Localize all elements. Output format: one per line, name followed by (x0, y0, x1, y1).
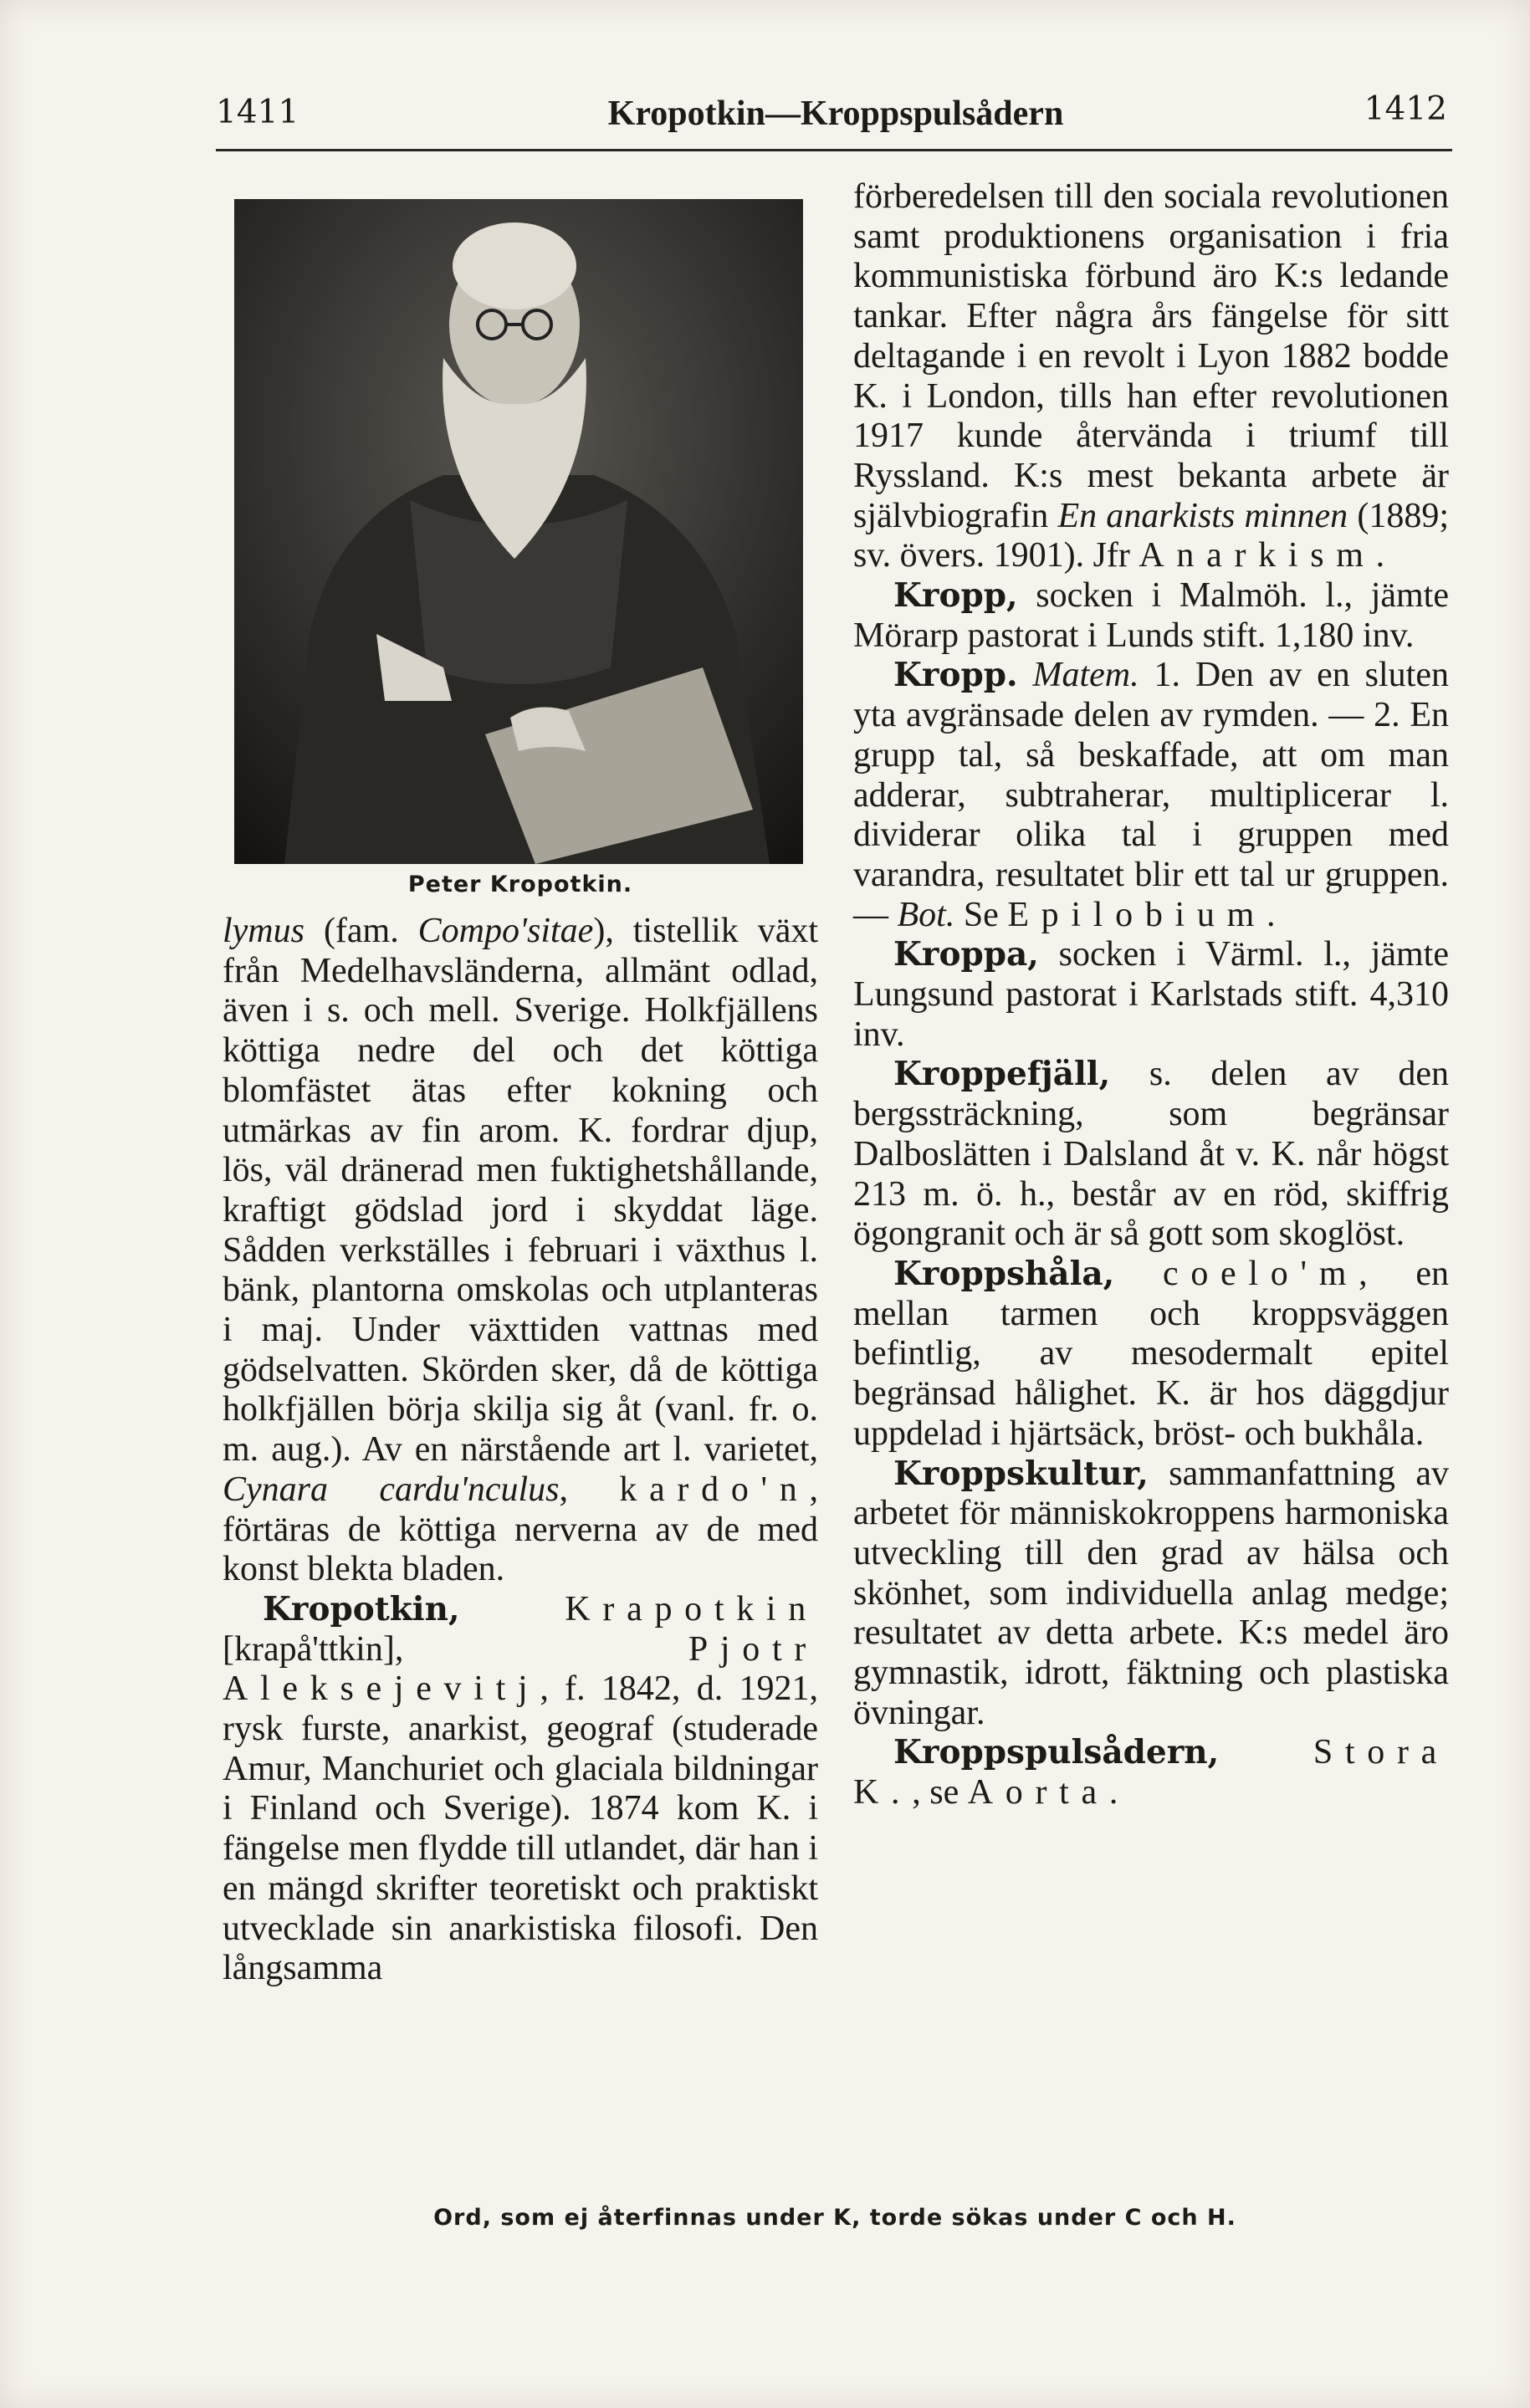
entry-kroppshala (853, 1255, 1449, 1455)
headword: Kroppskultur, (893, 1454, 1149, 1493)
species-name: Cynara cardu'nculus (223, 1470, 560, 1509)
headword: Kroppspulsådern, (893, 1733, 1220, 1772)
text: (1889; sv. övers. 1901). Jfr (853, 496, 1449, 575)
text: . (1108, 1773, 1118, 1812)
headword: Kroppa, (893, 935, 1039, 974)
text: , f. 1842, d. 1921, rysk furste, anarkist, geograf (studerade Amur, Manchuriet och glaciala bildningar i Finland och Sverige). 1874 kom K. i fängelse men flydde till utlandet, där han i en mängd skrifter teoretiskt och praktiskt utvecklade sin anarkistiska filosofi. Den långsamma (223, 1669, 818, 1988)
entry-kropp-math (853, 656, 1449, 935)
entry-kroppefjall (853, 1055, 1449, 1255)
entry-kropotkin-continuation (853, 177, 1449, 576)
headword: Kroppefjäll, (893, 1055, 1111, 1094)
text: 1. Den av en sluten yta avgränsade delen av rymden. — 2. En grupp tal, så beskaffade, att om man adderar, subtraherar, multiplicerar l. dividerar olika tal i gruppen med varandra, resultatet blir ett tal ur gruppen. — (853, 656, 1449, 934)
entry-kroppskultur (853, 1455, 1449, 1734)
text: . (1266, 895, 1276, 934)
spaced-term: Stora K. (853, 1733, 1449, 1812)
text: sammanfattning av arbetet för människokroppens harmoniska utveckling till den grad av hälsa och skönhet, som individuella anlag medge; resultatet av detta arbete. K:s medel äro gymnastik, idrott, fäktning och plastiska övningar. (853, 1454, 1449, 1732)
family-name: Compo'sitae (417, 912, 594, 950)
spaced-term: Pjotr Aleksejevitj (223, 1629, 818, 1709)
running-header (216, 84, 1456, 151)
text: socken i Värml. l., jämte Lungsund pastorat i Karlstads stift. 4,310 inv. (853, 935, 1449, 1054)
text: Se (954, 895, 1008, 934)
text: , en mellan tarmen och kroppsväggen befintlig, av mesodermalt epitel begränsad hålighet. K. är hos däggdjur uppdelad i hjärtsäck, bröst- och bukhåla. (853, 1254, 1449, 1453)
field-label: Bot. (897, 895, 955, 934)
entry-kroppspulsadern (853, 1733, 1449, 1812)
text: , se (912, 1773, 968, 1812)
entry-kroppa (853, 935, 1449, 1055)
portrait-photo (234, 199, 803, 864)
taxon-name: lymus (223, 912, 304, 950)
text: . (1375, 536, 1385, 575)
portrait-caption: Peter Kropotkin. (407, 872, 633, 897)
headword: Kropotkin, (263, 1589, 460, 1628)
text: ), tistellik växt från Medelhavsländerna, allmänt odlad, även i s. och mell. Sverige. Holkfjällens köttiga nedre del och det köttiga blomfästet ätas efter kokning och utmärkas av fin arom. K. fordrar djup, lös, väl dränerad men fuktighetshållande, kraftigt gödslad jord i skyddat läge. Sådden verkställes i februari i växthus l. bänk, plantorna omskolas och utplanteras i maj. Under växttiden vattnas med gödselvatten. Skörden sker, då de köttiga holkfjällen börja skilja sig åt (vanl. fr. o. m. aug.). Av en närstående art l. varietet, (223, 912, 818, 1470)
text: (fam. (304, 912, 418, 950)
page-number-right: 1412 (1364, 90, 1447, 128)
spaced-term: kardo'n (619, 1470, 810, 1509)
text: , (559, 1470, 620, 1509)
field-label: Matem. (1032, 656, 1139, 695)
headword: Kroppshåla, (893, 1254, 1115, 1293)
text: socken i Malmöh. l., jämte Mörarp pastorat i Lunds stift. 1,180 inv. (853, 576, 1449, 655)
spaced-term: coelo'm (1163, 1254, 1359, 1293)
right-column (853, 177, 1449, 1813)
text: förberedelsen till den sociala revolutionen samt produktionens organisation i fria kommunistiska förbund äro K:s ledande tankar. Efter några års fängelse för sitt deltagande i en revolt i Lyon 1882 bodde K. i London, tills han efter revolutionen 1917 kunde återvända i triumf till Ryssland. K:s mest bekanta arbete är självbiografin (853, 177, 1449, 535)
left-column (223, 912, 818, 1989)
spaced-term: Krapotkin (565, 1589, 818, 1628)
text: [krapå'ttkin], (223, 1629, 688, 1669)
page-number-left: 1411 (216, 94, 299, 131)
header-rule (216, 149, 1452, 151)
entry-kropotkin (223, 1590, 818, 1989)
text: , förtäras de köttiga nerverna av de med konst blekta bladen. (223, 1470, 818, 1589)
headword: Kropp, (893, 576, 1018, 616)
cross-reference: Epilobium (1007, 895, 1266, 934)
cross-reference: Anarkism (1139, 536, 1376, 575)
running-title: Kropotkin—Kroppspulsådern (607, 95, 1064, 133)
headword: Kropp. (893, 656, 1018, 695)
portrait-illustration (234, 199, 803, 864)
footer-note: Ord, som ej återfinnas under K, torde sökas under C och H. (433, 2205, 1236, 2231)
book-title: En anarkists minnen (1057, 496, 1348, 535)
text: s. delen av den bergssträckning, som begränsar Dalboslätten i Dalsland åt v. K. når högst 213 m. ö. h., består av en röd, skiffrig ögongranit och är så gott som skoglöst. (853, 1055, 1449, 1254)
cynara-entry-continuation (223, 912, 818, 1590)
cross-reference: Aorta (967, 1773, 1109, 1812)
entry-kropp-parish (853, 576, 1449, 656)
